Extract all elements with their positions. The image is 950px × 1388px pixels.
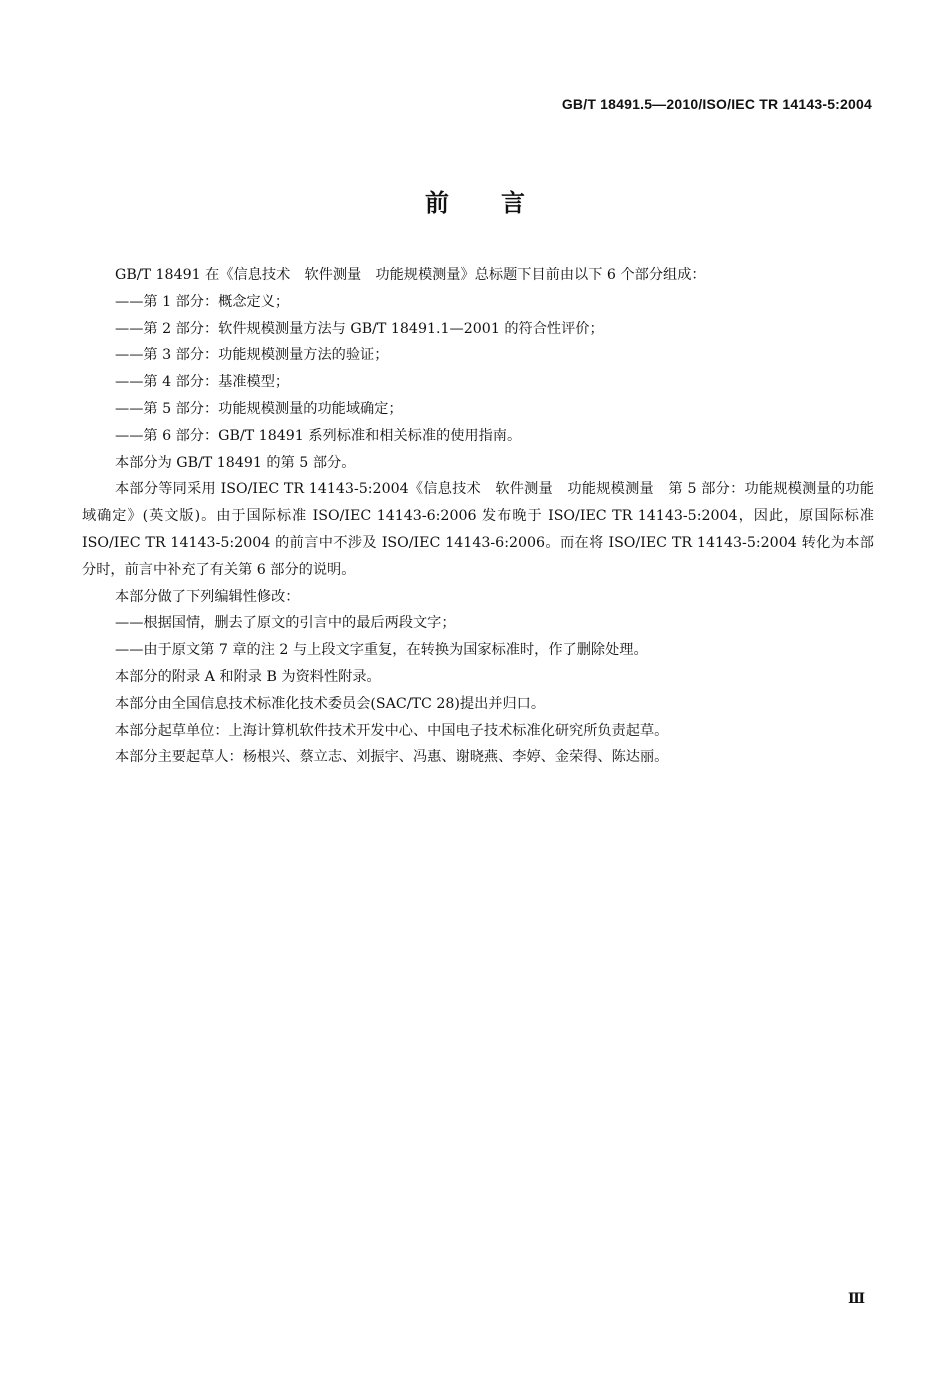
list-item-part-1: ——第 1 部分：概念定义；: [115, 293, 290, 310]
paragraph-drafters: 本部分主要起草人：杨根兴、蔡立志、刘振宇、冯惠、谢晓燕、李婷、金荣得、陈达丽。: [115, 749, 669, 766]
list-item-edit-2: ——由于原文第 7 章的注 2 与上段文字重复，在转换为国家标准时，作了删除处理。: [115, 642, 648, 659]
list-item-edit-1: ——根据国情，删去了原文的引言中的最后两段文字；: [115, 615, 456, 632]
paragraph-this-part: 本部分为 GB/T 18491 的第 5 部分。: [115, 454, 356, 471]
foreword-body: [82, 262, 874, 771]
page-title: 前言: [425, 189, 577, 217]
list-item-part-4: ——第 4 部分：基准模型；: [115, 374, 290, 391]
paragraph-drafting-units: 本部分起草单位：上海计算机软件技术开发中心、中国电子技术标准化研究所负责起草。: [115, 722, 669, 739]
list-item-part-2: ——第 2 部分：软件规模测量方法与 GB/T 18491.1—2001 的符合性评价；: [115, 320, 604, 337]
paragraph-proposer: 本部分由全国信息技术标准化技术委员会(SAC/TC 28)提出并归口。: [115, 695, 546, 712]
paragraph-adoption: 本部分等同采用 ISO/IEC TR 14143-5:2004《信息技术 软件测量 功能规模测量 第 5 部分：功能规模测量的功能域确定》(英文版)。由于国际标准 ISO/IEC 14143-6:2006 发布晚于 ISO/IEC TR 14143-5:2004，因此，原国际标准 ISO/IEC TR 14143-5:2004 的前言中不涉及 ISO/IEC 14143-6:2006。而在将 ISO/IEC TR 14143-5:2004 转化为本部分时，前言中补充了有关第 6 部分的说明。: [82, 481, 874, 578]
paragraph-annexes: 本部分的附录 A 和附录 B 为资料性附录。: [115, 668, 381, 685]
list-item-part-3: ——第 3 部分：功能规模测量方法的验证；: [115, 347, 389, 364]
paragraph-parts-intro: GB/T 18491 在《信息技术 软件测量 功能规模测量》总标题下目前由以下 6 个部分组成：: [115, 267, 706, 283]
page-number: Ⅲ: [847, 1292, 865, 1307]
standard-number-header: GB/T 18491.5—2010/ISO/IEC TR 14143-5:2004: [561, 96, 872, 112]
paragraph-edits-intro: 本部分做了下列编辑性修改：: [115, 588, 300, 605]
list-item-part-6: ——第 6 部分：GB/T 18491 系列标准和相关标准的使用指南。: [115, 427, 522, 444]
list-item-part-5: ——第 5 部分：功能规模测量的功能域确定；: [115, 400, 403, 417]
